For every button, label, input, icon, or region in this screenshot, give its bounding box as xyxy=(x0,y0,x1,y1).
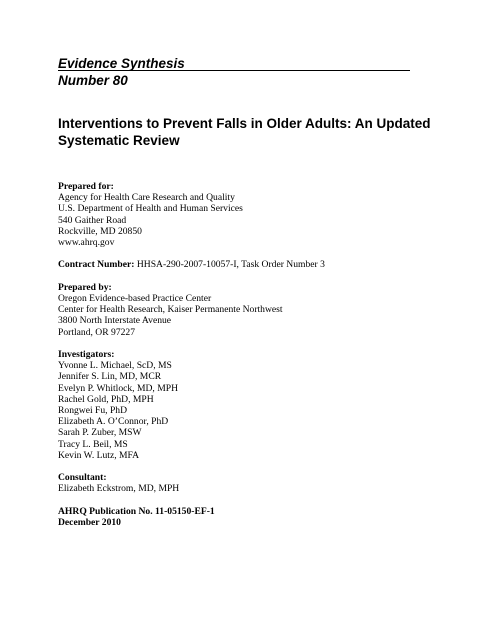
prepared-by-label: Prepared by: xyxy=(58,281,112,293)
document-metadata xyxy=(58,181,458,539)
document-title-line-1: Interventions to Prevent Falls in Older Adults: An Updated xyxy=(58,116,431,131)
investigator-name: Tracy L. Beil, MS xyxy=(58,438,128,450)
prepared-by-line: Center for Health Research, Kaiser Permanente Northwest xyxy=(58,304,283,316)
consultant-section xyxy=(58,472,458,494)
publication-number: AHRQ Publication No. 11-05150-EF-1 xyxy=(58,505,215,517)
prepared-for-section xyxy=(58,181,458,248)
prepared-for-line: Rockville, MD 20850 xyxy=(58,225,142,237)
contract-value: HHSA-290-2007-10057-I, Task Order Number 3 xyxy=(134,259,325,271)
prepared-for-line: U.S. Department of Health and Human Services xyxy=(58,203,243,215)
contract-label: Contract Number: xyxy=(58,259,135,271)
investigator-name: Elizabeth A. O’Connor, PhD xyxy=(58,416,169,428)
prepared-by-section xyxy=(58,282,458,338)
document-title xyxy=(58,115,458,149)
prepared-by-line: 3800 North Interstate Avenue xyxy=(58,315,172,327)
consultant-name: Elizabeth Eckstrom, MD, MPH xyxy=(58,483,180,495)
investigators-label: Investigators: xyxy=(58,349,115,360)
investigator-name: Kevin W. Lutz, MFA xyxy=(58,449,140,461)
prepared-by-line: Portland, OR 97227 xyxy=(58,326,136,338)
prepared-by-line: Oregon Evidence-based Practice Center xyxy=(58,293,212,304)
investigator-name: Yvonne L. Michael, ScD, MS xyxy=(58,360,172,372)
prepared-for-label: Prepared for: xyxy=(58,181,114,192)
publication-date: December 2010 xyxy=(58,517,121,529)
prepared-for-line: Agency for Health Care Research and Quality xyxy=(58,192,235,204)
investigator-name: Evelyn P. Whitlock, MD, MPH xyxy=(58,382,179,394)
prepared-for-line: 540 Gaither Road xyxy=(58,214,127,226)
contract-section xyxy=(58,259,458,270)
series-underline xyxy=(58,70,410,71)
investigator-name: Rachel Gold, PhD, MPH xyxy=(58,393,154,405)
investigators-section xyxy=(58,349,458,461)
investigator-name: Jennifer S. Lin, MD, MCR xyxy=(58,371,162,383)
consultant-label: Consultant: xyxy=(58,472,107,484)
prepared-for-website: www.ahrq.gov xyxy=(58,237,115,249)
series-number: Number 80 xyxy=(58,73,128,88)
investigator-name: Sarah P. Zuber, MSW xyxy=(58,427,142,439)
document-title-line-2: Systematic Review xyxy=(58,133,180,148)
series-title: Evidence Synthesis xyxy=(58,56,185,71)
publication-section xyxy=(58,506,458,528)
investigator-name: Rongwei Fu, PhD xyxy=(58,405,128,417)
